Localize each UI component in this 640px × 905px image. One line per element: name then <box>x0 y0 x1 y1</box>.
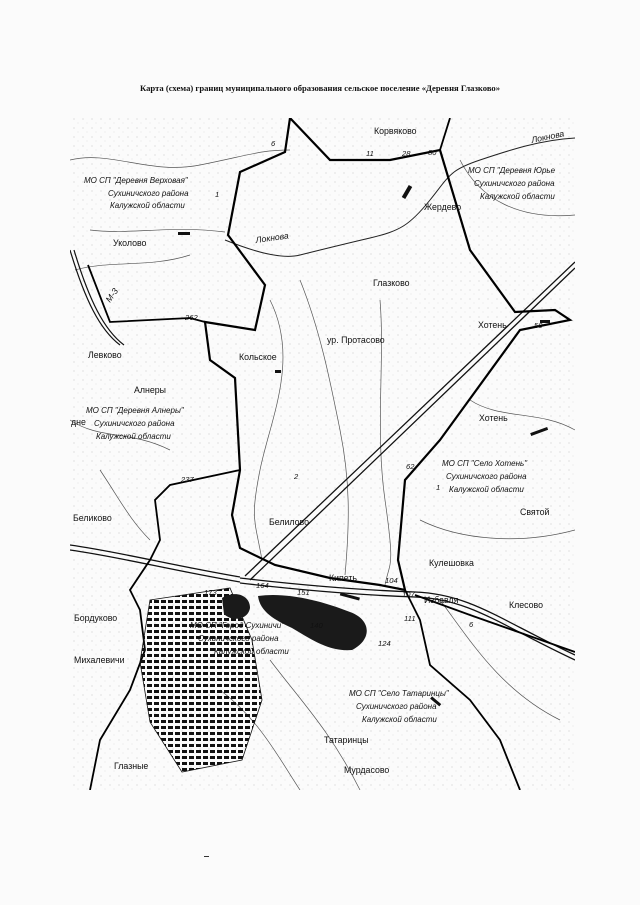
point-6-top: 6 <box>271 139 276 148</box>
mo-tatarintsy-region: Калужской области <box>362 715 437 724</box>
point-262: 262 <box>185 313 198 322</box>
label-river-loknova-top: Локнова <box>530 128 566 145</box>
label-glaznye: Глазные <box>114 761 149 771</box>
point-62: 62 <box>406 462 415 471</box>
label-tatarintsy: Татаринцы <box>324 735 369 745</box>
mo-alnery <box>86 406 185 441</box>
point-28: 28 <box>402 149 411 158</box>
mo-sukhinichi-district: Сухиничского района <box>198 634 279 643</box>
mo-yurievka-name: МО СП "Деревня Юрье <box>468 166 556 175</box>
mo-alnery-region: Калужской области <box>96 432 171 441</box>
point-1-top: 1 <box>215 190 220 199</box>
point-140: 140 <box>310 621 323 630</box>
point-111: 111 <box>404 614 416 623</box>
mo-hoten-district: Сухиничского района <box>446 472 527 481</box>
label-kuleshovka: Кулешовка <box>429 558 474 568</box>
point-30: 30 <box>428 148 437 157</box>
mo-yurievka-region: Калужской области <box>480 192 555 201</box>
mo-verkhovaya-region: Калужской области <box>110 201 185 210</box>
mo-verkhovaya-name: МО СП "Деревня Верховая" <box>84 176 188 185</box>
mo-hoten-region: Калужской области <box>449 485 524 494</box>
point-1-mid: 1 <box>436 483 441 492</box>
label-river-loknova-mid: Локнова <box>254 230 290 245</box>
point-2: 2 <box>294 472 299 481</box>
label-hoten-north: Хотень <box>478 320 507 330</box>
mo-verkhovaya-district: Сухиничского района <box>108 189 189 198</box>
point-6-right: 6 <box>469 620 474 629</box>
mo-tatarintsy-name: МО СП "Село Татаринцы" <box>349 689 449 698</box>
point-50: 50 <box>534 321 543 330</box>
label-murdasovo: Мурдасово <box>344 765 390 775</box>
point-173: 173 <box>204 588 217 597</box>
mo-alnery-district: Сухиничского района <box>94 419 175 428</box>
point-151: 151 <box>297 588 310 597</box>
mo-yurievka <box>468 166 556 201</box>
map-title: Карта (схема) границ муниципального образования сельское поселение «Деревня Глазково» <box>140 83 500 93</box>
label-alnery: Алнеры <box>134 385 166 395</box>
label-kipet: Кипеть <box>329 573 358 583</box>
point-11: 11 <box>366 149 374 158</box>
label-levkovo: Левково <box>88 350 122 360</box>
scan-mark <box>204 856 209 857</box>
label-svyatoy: Святой <box>520 507 550 517</box>
label-dne: дне <box>71 417 86 427</box>
point-104: 104 <box>385 576 398 585</box>
mo-alnery-name: МО СП "Деревня Алнеры" <box>86 406 184 415</box>
mo-hoten-name: МО СП "Село Хотень" <box>442 459 528 468</box>
mo-sukhinichi-name: МО СП "Город Сухиничи" <box>190 621 285 630</box>
label-belilovo: Белилово <box>269 517 310 527</box>
label-klesovo: Клесово <box>509 600 544 610</box>
point-124: 124 <box>378 639 391 648</box>
label-hoten-south: Хотень <box>479 413 508 423</box>
label-mikhalevichi: Михалевичи <box>74 655 125 665</box>
label-kolskoe: Кольское <box>239 352 277 362</box>
mo-sukhinichi-region: Калужской области <box>214 647 289 656</box>
label-bordukovo: Бордуково <box>74 613 118 623</box>
label-ukolovo: Уколово <box>113 238 147 248</box>
label-road-m3: М-3 <box>103 286 121 305</box>
label-belikovo: Беликово <box>73 513 112 523</box>
label-zherdevo: Жердево <box>424 202 462 212</box>
point-164: 164 <box>256 581 269 590</box>
mo-tatarintsy-district: Сухиничского района <box>356 702 437 711</box>
mo-tatarintsy <box>349 689 450 724</box>
label-protasovo: ур. Протасово <box>327 335 385 345</box>
point-107: 107 <box>402 590 415 599</box>
label-izbavlya: Избавля <box>424 595 459 605</box>
label-glazkovo: Глазково <box>373 278 410 288</box>
point-237: 237 <box>181 475 194 484</box>
mo-hoten <box>442 459 528 494</box>
label-korvyakovo: Корвяково <box>374 126 417 136</box>
mo-yurievka-district: Сухиничского района <box>474 179 555 188</box>
